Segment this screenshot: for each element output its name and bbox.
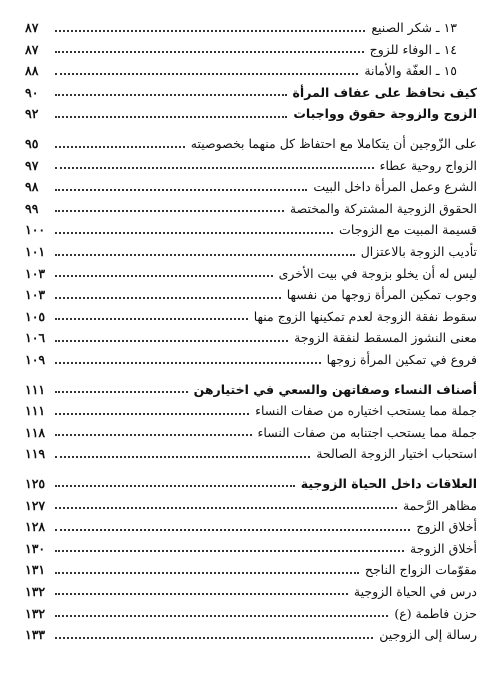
- toc-title: ١٣ ـ شكر الصنيع: [371, 20, 457, 36]
- toc-entry[interactable]: [25, 13, 477, 35]
- dot-leader: [55, 456, 310, 458]
- toc-entry[interactable]: [25, 439, 477, 461]
- toc-title: مقوّمات الزواج الناجح: [364, 562, 477, 578]
- toc-page-number: ٩٠: [25, 84, 39, 100]
- toc-entry[interactable]: [25, 215, 477, 237]
- toc-entry[interactable]: [25, 555, 477, 577]
- dot-leader: [55, 189, 307, 191]
- toc-entry[interactable]: [25, 418, 477, 440]
- toc-section-heading[interactable]: [25, 99, 477, 121]
- toc-entry[interactable]: [25, 490, 477, 512]
- toc-section-heading[interactable]: [25, 375, 477, 397]
- toc-page-number: ١٠٦: [25, 330, 46, 346]
- dot-leader: [55, 593, 348, 595]
- dot-leader: [55, 297, 281, 299]
- dot-leader: [55, 30, 365, 32]
- table-of-contents: [25, 13, 477, 642]
- toc-entry[interactable]: [25, 35, 477, 57]
- dot-leader: [55, 210, 284, 212]
- toc-entry[interactable]: [25, 129, 477, 151]
- dot-leader: [55, 637, 373, 639]
- toc-page-number: ١٢٥: [25, 475, 46, 491]
- toc-entry[interactable]: [25, 512, 477, 534]
- dot-leader: [55, 507, 397, 509]
- toc-page-number: ١٠٣: [25, 287, 46, 303]
- toc-page-number: ١٠٥: [25, 308, 46, 324]
- dot-leader: [55, 275, 273, 277]
- toc-title: قسيمة المبيت مع الزوجات: [339, 222, 477, 238]
- toc-title: الزواج روحية عطاء: [379, 157, 477, 173]
- toc-entry[interactable]: [25, 577, 477, 599]
- dot-leader: [55, 167, 374, 169]
- toc-title: أخلاق الزوجة: [410, 540, 477, 556]
- toc-title: ١٥ ـ العفّة والأمانة: [364, 63, 457, 79]
- toc-page-number: ١٠٣: [25, 265, 46, 281]
- toc-title: جملة مما يستحب اختياره من صفات النساء: [255, 403, 477, 419]
- toc-page-number: ١٣٢: [25, 605, 46, 621]
- toc-entry[interactable]: [25, 598, 477, 620]
- dot-leader: [55, 615, 388, 617]
- toc-page-number: ٩٩: [25, 200, 39, 216]
- toc-page-number: ١١٩: [25, 446, 46, 462]
- toc-title: ١٤ ـ الوفاء للزوج: [369, 41, 457, 57]
- toc-entry[interactable]: [25, 534, 477, 556]
- toc-entry[interactable]: [25, 56, 477, 78]
- toc-title: ليس له أن يخلو بزوجة في بيت الأخرى: [278, 265, 477, 281]
- dot-leader: [55, 550, 404, 552]
- toc-entry[interactable]: [25, 323, 477, 345]
- dot-leader: [55, 413, 249, 415]
- toc-title: حزن فاطمة (ع): [394, 605, 477, 621]
- toc-entry[interactable]: [25, 172, 477, 194]
- toc-page-number: ٩٢: [25, 106, 39, 122]
- toc-page-number: ١٠٠: [25, 222, 46, 238]
- dot-leader: [55, 254, 355, 256]
- dot-leader: [55, 94, 287, 96]
- toc-title: سقوط نفقة الزوجة لعدم تمكينها الزوج منها: [253, 308, 477, 324]
- dot-leader: [55, 362, 321, 364]
- toc-title: استحباب اختيار الزوجة الصالحة: [316, 446, 477, 462]
- toc-title: أخلاق الزوج: [416, 519, 477, 535]
- toc-title: جملة مما يستحب اجتنابه من صفات النساء: [257, 424, 477, 440]
- toc-title: وجوب تمكين المرأة زوجها من نفسها: [286, 287, 477, 303]
- toc-title: على الزّوجين أن يتكاملا مع احتفاظ كل منهما بخصوصيته: [190, 136, 477, 152]
- toc-page-number: ١١١: [25, 403, 46, 419]
- toc-title: كيف نحافظ على عفاف المرأة: [292, 84, 477, 100]
- toc-entry[interactable]: [25, 302, 477, 324]
- toc-title: رسالة إلى الزوجين: [379, 627, 477, 643]
- toc-page-number: ١٣٣: [25, 627, 46, 643]
- dot-leader: [55, 340, 288, 342]
- toc-section-heading[interactable]: [25, 469, 477, 491]
- dot-leader: [55, 485, 295, 487]
- toc-page-number: ١٣١: [25, 562, 46, 578]
- toc-page-number: ١٢٨: [25, 519, 46, 535]
- toc-entry[interactable]: [25, 194, 477, 216]
- toc-section-heading[interactable]: [25, 78, 477, 100]
- toc-page-number: ٩٧: [25, 157, 39, 173]
- toc-title: تأديب الزوجة بالاعتزال: [360, 244, 477, 260]
- toc-page-number: ١٢٧: [25, 497, 46, 513]
- toc-page-number: ٨٨: [25, 63, 39, 79]
- toc-title: مظاهر الرَّحمة: [402, 497, 477, 513]
- toc-title: الحقوق الزوجية المشتركة والمختصة: [289, 200, 477, 216]
- toc-title: العلاقات داخل الحياة الزوجية: [300, 475, 477, 491]
- dot-leader: [55, 51, 364, 53]
- toc-title: الزوج والزوجة حقوق وواجبات: [293, 106, 477, 122]
- toc-entry[interactable]: [25, 259, 477, 281]
- toc-page-number: ١٠١: [25, 244, 46, 260]
- dot-leader: [55, 572, 359, 574]
- toc-page-number: ١٠٩: [25, 352, 46, 367]
- toc-entry[interactable]: [25, 620, 477, 642]
- toc-page-number: ٩٨: [25, 179, 39, 195]
- toc-page-number: ٨٧: [25, 20, 39, 36]
- dot-leader: [55, 391, 188, 393]
- toc-page-number: ١٣٢: [25, 583, 46, 599]
- dot-leader: [55, 529, 410, 531]
- toc-page-number: ١١١: [25, 381, 46, 397]
- dot-leader: [55, 116, 287, 118]
- dot-leader: [55, 146, 185, 148]
- dot-leader: [55, 73, 358, 75]
- toc-title: الشرع وعمل المرأة داخل البيت: [313, 179, 477, 195]
- toc-entry[interactable]: [25, 151, 477, 173]
- toc-entry[interactable]: [25, 396, 477, 418]
- toc-page-number: ٨٧: [25, 41, 39, 57]
- toc-entry[interactable]: [25, 280, 477, 302]
- toc-title: معنى النشوز المسقط لنفقة الزوجة: [294, 330, 477, 346]
- toc-title: أصناف النساء وصفاتهن والسعي في اختيارهن: [193, 381, 477, 397]
- toc-title: فروع في تمكين المرأة زوجها: [326, 352, 477, 367]
- dot-leader: [55, 232, 333, 234]
- toc-entry[interactable]: [25, 237, 477, 259]
- dot-leader: [55, 318, 248, 320]
- toc-page-number: ١٣٠: [25, 540, 46, 556]
- toc-page-number: ١١٨: [25, 424, 46, 440]
- toc-title: درس في الحياة الزوجية: [353, 583, 477, 599]
- toc-entry[interactable]: [25, 345, 477, 367]
- dot-leader: [55, 434, 252, 436]
- toc-page-number: ٩٥: [25, 136, 39, 152]
